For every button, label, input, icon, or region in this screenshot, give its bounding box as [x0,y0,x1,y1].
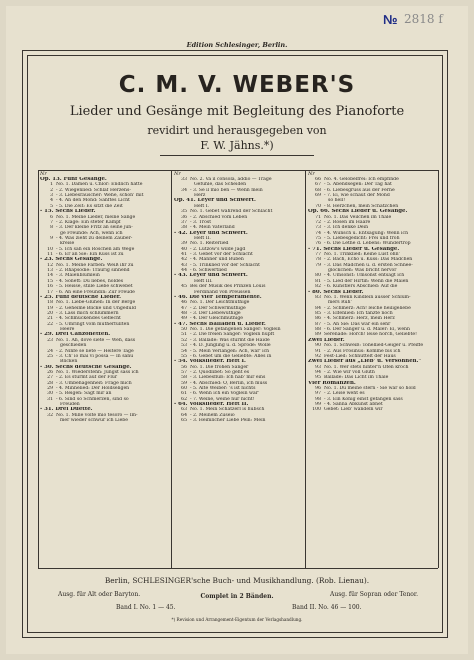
song-title: No. 1. Der Leichtmüthige [190,300,250,306]
song-title: No. 4. Gelöbelfrei: Ich empfinde [324,177,399,182]
song-number: 61 [181,391,187,397]
song-number: 37 [181,219,187,225]
opus-title: - 30. Sechs deutsche Gesänge. [40,364,132,370]
song-title: - 3. Elfenlied: Ich tanzte noch [324,310,393,316]
song-number: 16 [47,284,53,290]
song-number: 39 [181,241,187,247]
song-title: No. 1. Damen u. Chlor: Endlich hatte [56,182,143,188]
song-title: - 3. Trost [190,219,212,225]
song-title: - 2. Abschied vom Leben [190,214,248,220]
song-title: - 4. Wunsch u. Entsagung: Wenn ich [324,230,409,236]
song-number: 74 [315,230,321,236]
song-number: 30 [47,391,53,397]
song-title: - 3. Ich denke Dein [324,225,369,231]
song-number: 91 [315,348,321,354]
song-title: - 5. Mein Verlangen: Ach, wär' ich [190,348,270,354]
song-title: - 6. Die Lethe d. Lebens: Wundertröp [324,241,411,247]
song-title: Freuden [60,402,80,408]
song-number: 69 [315,193,321,199]
editor-name: F. W. Jähns.*) [200,139,274,152]
opus-title: Vier Romanzen. [308,380,356,386]
song-title: - 2. Schmerz: Ach! leiche heiligeliebe [324,305,411,311]
song-number: 59 [181,380,187,386]
song-title: so hell! [328,198,346,204]
song-title: - 6. Der Sänger u. d. Maler: Ei, wenn [324,327,410,333]
song-number: 84 [315,305,321,311]
song-title: - 5. Reigen: Sagt mir an [56,391,112,397]
song-title: - 2. Es stürmt auf der Flur [56,375,118,381]
song-title: - 5. Liebesgedicht: Frei und froh [324,235,400,241]
song-title: glöckchen: Was bricht hervor [328,268,397,274]
song-title: - 2. Meinem Zuseio [190,412,235,418]
song-number: 27 [47,375,53,381]
song-title: - 5. Heisse, stille Liebe schwebet [56,284,133,290]
song-number: 21 [47,316,53,322]
song-title: Heere [60,327,75,333]
opus-title: - 71. Sechs Lieder u. Gesänge. [308,246,400,252]
song-title: No. 1. Die frohen Sänger [190,364,249,370]
song-number: 23 [47,337,53,343]
song-title: No. 1. Das Veilchen im Thale [324,214,392,220]
song-title: - 3. Maienblümlein [56,273,100,279]
song-number: 31 [47,396,53,402]
song-title: - 8. Herzchen, mein Schätzchen [324,203,399,209]
song-number: 15 [47,278,53,284]
song-number: 42 [181,257,187,263]
opus-title: Op. 66. Sechs Lieder u. Gesänge. [308,209,408,215]
footnote: *) Revision und Arrangement-Eigentum der Verlagshandlung. [171,617,303,622]
opus-title: - 64. Volkslieder. Heft II. [174,402,249,408]
song-title: - 2. Rhapsodie: Traurig sinnend [56,268,130,274]
song-title: - 3. Se il mio ben — Wenn mein [190,187,263,193]
opus-title: - 15. Sechs Lieder. [40,209,96,215]
song-title: No. 1. Reiterlied [190,241,229,247]
opus-title: Zwei Lieder. [308,337,345,343]
song-title: - 3. Ch' io mai vi possa — In sanu [56,353,134,359]
song-title: Fest-Lied: Schnüttelt der Haus [324,353,396,359]
song-number: 97 [315,391,321,397]
song-title: No. 1. Wenn Kindlein ausser Schlum- [324,294,411,300]
opus-title: - 46. Die vier Temperamente. [174,294,262,300]
song-number: 52 [181,337,187,343]
song-number: 79 [315,262,321,268]
song-number: 92 [315,353,321,359]
revision-line: revidirt und herausgegeben von [147,124,327,137]
song-number: 28 [47,380,53,386]
song-title: Heft III. [194,278,213,284]
song-number: 67 [315,182,321,188]
song-title: Bei der Musik des Prinzen Louis [190,284,266,290]
song-number: 78 [315,257,321,263]
column-rule [438,170,439,568]
song-number: 26 [47,369,53,375]
edition-high-voice: Ausg. für Sopran oder Tenor. [330,591,419,598]
song-title: - 2. Aus Frosinus: Komme bis ich [324,348,401,354]
song-number: 5 [50,203,53,209]
column-rule [38,170,39,568]
song-number: 95 [315,375,321,381]
song-number: 44 [181,268,187,274]
opus-title: Op. 13. Fünf Gesänge. [40,177,107,182]
song-number: 68 [315,187,321,193]
song-title: - 5. Lied der Hirtin: Wenn die Maien [324,278,409,284]
song-number: 80 [315,273,321,279]
song-title: Heft II. [194,235,211,241]
song-number: 8 [50,225,53,231]
nr-heading: Nr [308,171,315,177]
nr-heading: Nr [174,171,181,177]
song-number: 45 [181,284,187,290]
song-title: ge Freunde: Ach, wenn ich [60,230,123,236]
song-title: - 5. Umringt vom mutherfüllten [56,321,130,327]
song-number: 99 [315,402,321,408]
song-number: 29 [47,386,53,392]
song-number: 34 [181,187,187,193]
song-title: - 4. An den Mond: Sanftes Licht [56,198,130,204]
song-number: 86 [315,316,321,322]
song-number: 25 [47,353,53,359]
song-title: - 6. Gebet um die Geliebte: Alles in [190,353,272,359]
song-number: 1 [50,182,53,188]
song-number: 90 [315,343,321,349]
song-number: 53 [181,343,187,349]
song-title: No. 1. Meine Farben: Weiß ihr zu [56,262,134,268]
song-number: 73 [315,225,321,231]
song-title: - 3. Der kleine Fritz an seine jun- [56,225,133,231]
song-title: Herz [194,193,206,199]
song-number: 19 [47,305,53,311]
song-title: - 2. Bach, Echo u. Kuss: Das Mädchen [324,257,413,263]
song-title: mer wieder schwur ich Liebe [60,418,128,424]
library-stamp: № [383,12,398,27]
song-number: 57 [181,369,187,375]
contents-column [174,172,300,424]
song-number: 40 [181,246,187,252]
song-number: 4 [50,198,53,204]
opus-title: - 23. Sechs Gesänge. [40,257,103,263]
song-number: 18 [47,300,53,306]
song-number: 32 [47,412,53,418]
opus-title: - 54. Volkslieder. Heft I. [174,359,246,365]
contents-column [40,172,166,424]
song-number: 54 [181,348,187,354]
song-number: 85 [315,310,321,316]
song-title: - 3. Liebesrauscher: Wehe, schon' mit [56,193,144,199]
opus-title: - 43. Leyer und Schwert. [174,273,248,279]
song-number: 2 [50,187,53,193]
work-title: Lieder und Gesänge mit Begleitung des Pianoforte [69,104,405,119]
song-title: - 5. Alte Weiber: 's ist nichts [190,386,256,392]
song-number: 3 [50,193,53,199]
song-title: - 2. Leise weht es [324,391,365,397]
song-number: 87 [315,321,321,327]
song-title: - 6. Schwertlied [190,268,227,274]
song-title: - 4. Sonett: Du liebes, holdes [56,278,124,284]
song-title: - 6. An eine Freundin: Zur Freude [56,289,135,295]
song-title: - 2. Geheime Blicke und Ungeduld [56,305,136,311]
song-number: 33 [181,177,187,182]
song-number: 24 [47,348,53,354]
song-number: 35 [181,209,187,215]
song-title: - 3. Ein König einst gefangen sass [324,396,403,402]
song-title: - 7. Ei, wie schaut der Mond [324,193,390,199]
song-number: 43 [181,262,187,268]
song-title: No. 1. Mille volte mio tesoro — Im- [56,412,138,418]
song-title: - 2. Klage: Ein steter Kampf [56,219,121,225]
song-entry [40,418,166,423]
opus-title: - 42. Leyer und Schwert. [174,230,248,236]
song-number: 88 [315,327,321,333]
song-title: - 3. Lass mich schlummern [56,310,119,316]
song-number: 64 [181,412,187,418]
song-number: 62 [181,396,187,402]
song-number: 83 [315,294,321,300]
song-number: 7 [50,219,53,225]
volume-one: Band I. No. 1 — 45. [116,604,176,611]
nr-heading: Nr [40,171,47,177]
song-title: Ballade: Das Licht im Thale [324,375,389,381]
song-title: - 2. Rosen im Haare [324,219,371,225]
song-title: No. 1. Ah, dove siete — Weh, dass [56,337,136,343]
song-title: - 3. Das Mädchen u. d. ersten Schnee- [324,262,413,268]
song-title: - 3. Der Liebewüthige [190,310,241,316]
song-title: - 4. Was zieht zu deinem Zauber- [56,235,133,241]
song-title: No. 1. Schweiß: Tonellied-Geiger u. Pfeiffe [324,343,424,349]
song-number: 50 [181,327,187,333]
song-title: - 4. Der Gleichmüthige [190,316,244,322]
song-title: No. 1. Mein Schatzerl is hübsch [190,407,265,413]
song-title: Blicken [60,359,78,365]
edition-low-voice: Ausg. für Alt oder Baryton. [58,591,141,598]
song-number: 49 [181,316,187,322]
song-title: - 6. Er an Sie: Ein Kuss ist zu [56,252,124,258]
song-number: 98 [315,396,321,402]
song-number: 22 [47,321,53,327]
song-entry [308,407,434,412]
song-title: - 3. Ballade: Was stürmt die Haide [190,337,270,343]
title-rule [160,155,314,156]
song-number: 76 [315,241,321,247]
contents-bottom-rule [38,568,438,569]
song-title: - 5. Abendsegen: Der Tag hat [324,182,392,188]
song-title: Ferdinand von Preussen [194,289,251,295]
song-title: Gefühle, das Scheiden [194,182,247,188]
song-number: 70 [315,203,321,209]
song-title: No. 1. Liebe-Glühen: In der Berge [56,300,136,306]
song-title: kreise [60,241,75,247]
song-number: 63 [181,407,187,413]
song-title: - 4. Abschied: O, Berlin, ich muss [190,380,268,386]
edition-line: Edition Schlesinger, Berlin. [186,41,288,49]
song-title: - 2. Ninfe se liete — Heitere Tage [56,348,134,354]
contents-column [308,172,434,413]
song-number: 65 [181,418,187,424]
song-number: 56 [181,364,187,370]
song-title: No. 1. Gebet während der Schlacht [190,209,273,215]
song-title: - 5. An Sie: Das war ein sehr [324,321,391,327]
pencil-note: 2818 f [404,12,443,26]
song-title: - 4. Schmerz: Herz, mein Herz [324,316,395,322]
song-number: 58 [181,375,187,381]
song-number: 72 [315,219,321,225]
song-title: No. 1. Wer stets hinter'n Ofen kroch [324,364,409,370]
song-title: - 4. D. Jüngling u. d. Spröde: Wolle [190,343,271,349]
song-title: No. 1. Trinklied: Keine Lust ohn' [324,252,400,258]
song-number: 17 [47,289,53,295]
song-number: 36 [181,214,187,220]
song-number: 66 [315,177,321,182]
song-title: - 3. Heimlicher Liebe Pein: Mein [190,418,266,424]
song-title: - 4. Minnelied: Der Holdseligen [56,386,130,392]
opus-title: - 31. Drei Duette. [40,407,93,413]
song-entry [174,418,300,423]
song-title: - 3. Gebet vor der Schlacht [190,252,253,258]
song-title: - 2. Quodlibet: So geht es [190,369,250,375]
song-number: 38 [181,225,187,231]
opus-title: Zwei Lieder aus „Lieb' u. Versöhnen." [308,359,422,365]
song-number: 89 [315,332,321,338]
song-number: 6 [50,214,53,220]
song-title: No. 1. Meine Lieder, meine Sänge [56,214,136,220]
song-number: 47 [181,305,187,311]
composer-title: C. M. V. WEBER'S [118,72,356,98]
opus-title: - 25. Fünf deutsche Lieder. [40,294,121,300]
song-title: - 6. Sind so Schmerzen, sind so [56,396,129,402]
song-title: - 7. Weine, weine nur nicht! [190,396,255,402]
song-number: 82 [315,284,321,290]
contents-top-rule [38,170,438,171]
song-number: 11 [47,252,53,258]
song-number: 9 [50,235,53,241]
song-number: 55 [181,353,187,359]
song-title: No. 1. Die gefangenen Sänger: Vöglein [190,327,281,333]
song-number: 71 [315,214,321,220]
opus-title: - 29. Drei Canzonetten. [40,332,111,338]
song-title: - 2. Der Schwermüthige [190,305,246,311]
song-title: - 6. Liebesgruss aus der Ferne [324,187,395,193]
column-rule [171,170,172,568]
song-title: Gebet: Lieb' wandeln wir [324,407,383,413]
song-title: No. 2. Va il consola, addio — Trage [190,177,272,182]
song-title: mers Ruh' [328,300,352,306]
song-title: - 4. Männer und Buben [190,257,244,263]
song-title: - 6. Künstlers Abschied: Auf die [324,284,398,290]
volume-two: Band II. No. 46 — 100. [292,604,362,611]
song-title: - 2. Lützow's wilde Jagd [190,246,246,252]
song-number: 20 [47,310,53,316]
song-number: 51 [181,332,187,338]
song-title: - 4. Mein Vaterland [190,225,235,231]
song-title: Heft I. [194,203,210,209]
song-number: 14 [47,273,53,279]
song-title: - 5. Trinklied vor der Schlacht [190,262,260,268]
opus-title: - 80. Sechs Lieder. [308,289,364,295]
song-number: 96 [315,386,321,392]
song-number: 100 [312,407,321,413]
song-title: - 5. Ich sah ein Röschen am Wege [56,246,135,252]
song-number: 75 [315,235,321,241]
complete-note: Complet in 2 Bänden. [200,593,274,600]
song-number: 81 [315,278,321,284]
song-title: - 4. Schmückendes Geflecht [56,316,121,322]
song-number: 77 [315,252,321,258]
song-title: - 2. Die freien Sänger: Vöglein hüpft [190,332,275,338]
song-title: - 5. Die Zeit: Es sitzt die Zeit [56,203,123,209]
song-title: Serenade: Horch! leise horch, Geliebte! [324,332,417,338]
song-title: - 2. Wie wir voll Gluth [324,369,375,375]
opus-title: Op. 41. Leyer und Schwert. [174,198,256,204]
song-title: No. 1. Du meine stern - Sie war so hold [324,386,416,392]
publisher-line: Berlin, SCHLESINGER'sche Buch- und Musikhandlung. (Rob. Lienau). [104,576,370,585]
song-title: - 2. Wiegenlied: Schlaf Herzens- [56,187,131,193]
opus-title: - 47. Sechs Balladen u. Lieder. [174,321,266,327]
song-title: - 4. Sanna Abkunst abnet [324,402,383,408]
column-rule [305,170,306,568]
song-title: - 3. Umbehagenheit: Frage mich [56,380,132,386]
song-title: - 6. Wenn ich ein Vöglein wär' [190,391,260,397]
song-number: 46 [181,300,187,306]
song-title: No. 1. Wiederstehn: Jüngst sass ich [56,369,139,375]
song-number: 94 [315,369,321,375]
song-title: - 3. Liebesfluß: Ich hab' mir eins [190,375,266,381]
song-title: geschieden [60,343,87,349]
song-number: 93 [315,364,321,370]
song-number: 41 [181,252,187,258]
song-number: 12 [47,262,53,268]
song-number: 13 [47,268,53,274]
song-number: 48 [181,310,187,316]
song-number: 60 [181,386,187,392]
song-title: - 4. Umsonst: Umsonst entsagt ich [324,273,405,279]
song-number: 10 [47,246,53,252]
